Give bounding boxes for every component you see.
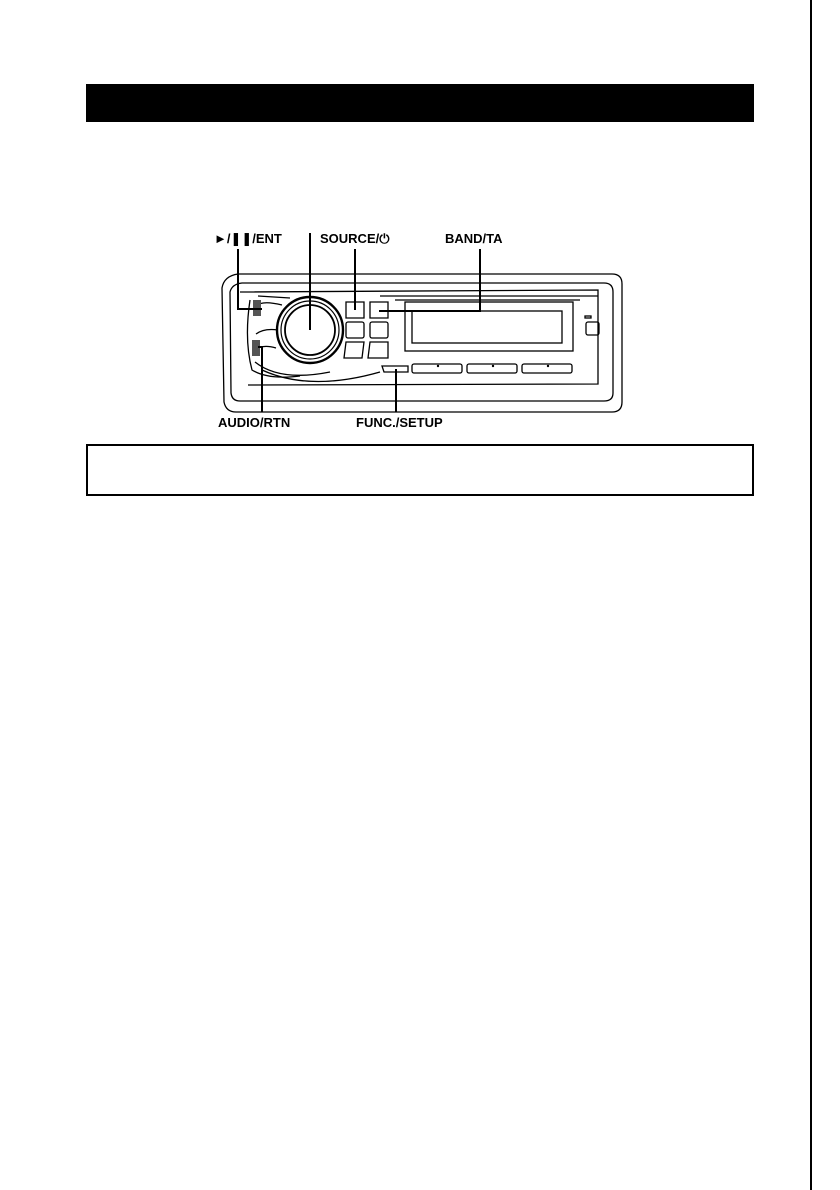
leader-audio	[258, 347, 262, 412]
grid-button-4	[368, 342, 388, 358]
release-led	[585, 316, 591, 318]
unit-bezel-line	[240, 290, 598, 385]
label-func-setup: FUNC./SETUP	[356, 415, 443, 430]
label-play-pause-enter: ►/❚❚/ENT	[214, 231, 282, 246]
grid-button-1	[346, 322, 364, 338]
label-source-power: SOURCE/⏻	[320, 231, 390, 246]
display-inner	[412, 311, 562, 343]
note-box	[86, 444, 754, 496]
label-audio-rtn: AUDIO/RTN	[218, 415, 291, 430]
release-button	[586, 322, 599, 335]
grid-button-3	[344, 342, 364, 358]
grid-button-2	[370, 322, 388, 338]
head-unit-diagram	[0, 0, 840, 520]
label-band-ta: BAND/TA	[445, 231, 503, 246]
